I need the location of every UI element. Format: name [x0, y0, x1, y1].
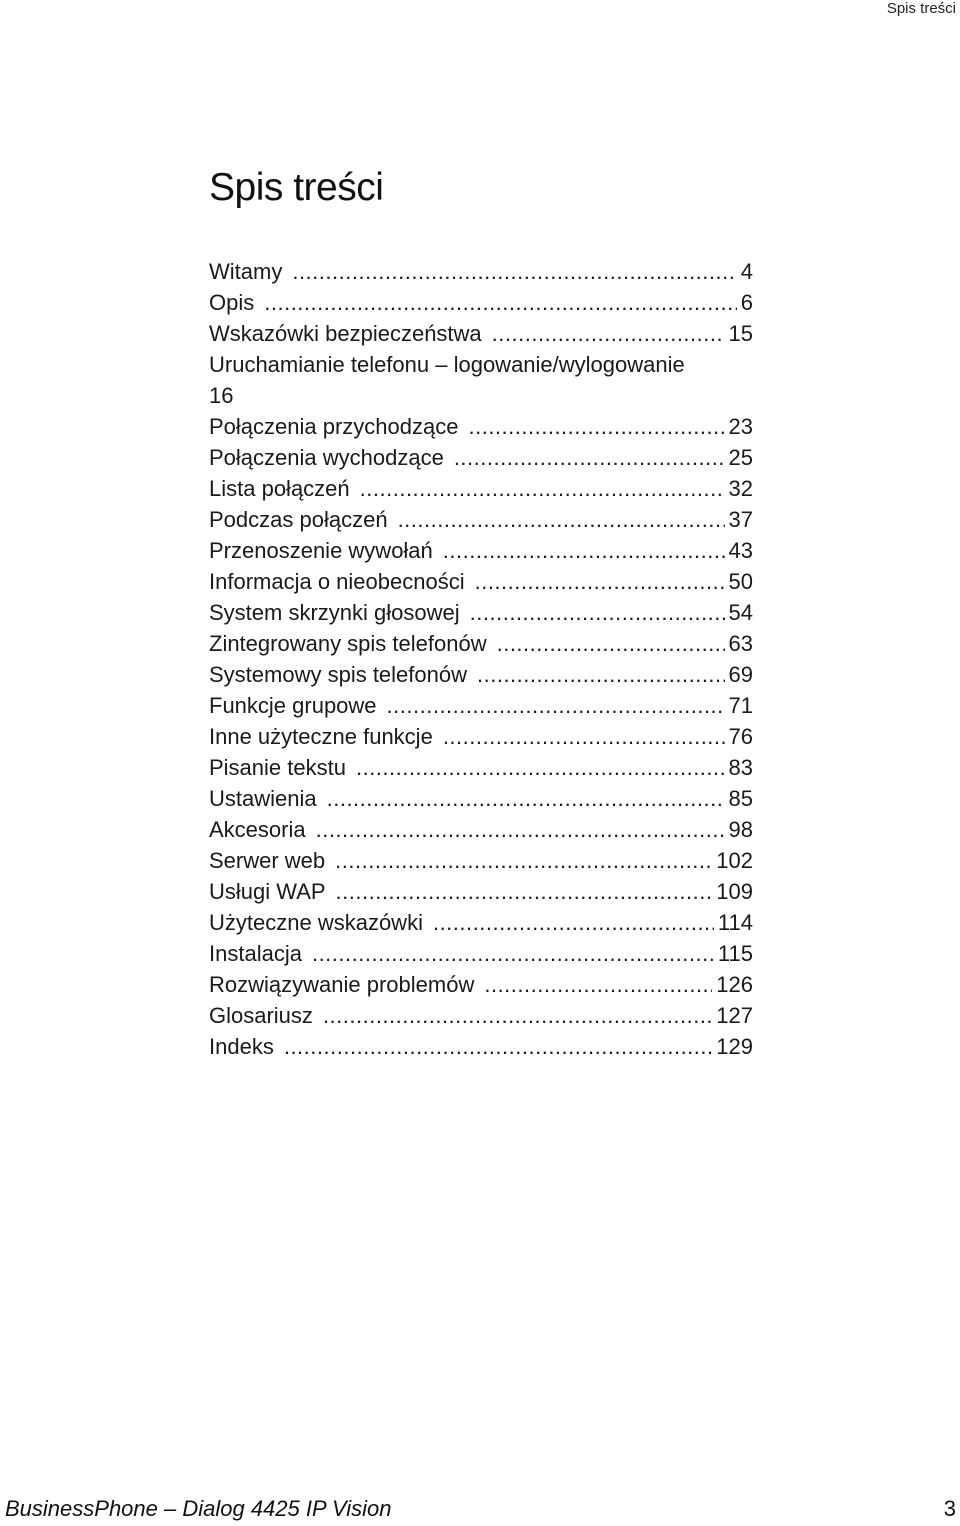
toc-entry[interactable]	[209, 566, 753, 597]
toc-entry-title: Indeks	[209, 1034, 274, 1059]
toc-entry-title: Glosariusz	[209, 1003, 313, 1028]
toc-dot-leader	[497, 628, 725, 659]
toc-entry-title: Użyteczne wskazówki	[209, 910, 423, 935]
toc-entry-page: 50	[728, 569, 753, 594]
toc-entry-page: 114	[717, 910, 753, 935]
footer-document-name: BusinessPhone – Dialog 4425 IP Vision	[5, 1496, 392, 1521]
toc-entry-title: Połączenia przychodzące	[209, 414, 459, 439]
toc-dot-leader	[316, 814, 725, 845]
toc-dot-leader	[398, 504, 725, 535]
toc-dot-leader	[336, 876, 713, 907]
toc-dot-leader	[264, 287, 737, 318]
toc-entry-title: Lista połączeń	[209, 476, 350, 501]
toc-entry-page: 85	[728, 786, 753, 811]
toc-entry-page: 32	[728, 476, 753, 501]
toc-entry-page: 71	[728, 693, 753, 718]
toc-entry-title: Opis	[209, 290, 255, 315]
toc-entry-page: 102	[716, 848, 753, 873]
toc-entry-page: 23	[728, 414, 753, 439]
toc-entry-page: 25	[728, 445, 753, 470]
toc-dot-leader	[360, 473, 725, 504]
toc-entry-title: Zintegrowany spis telefonów	[209, 631, 487, 656]
toc-entry-title: Usługi WAP	[209, 879, 326, 904]
toc-dot-leader	[484, 969, 712, 1000]
toc-entry[interactable]	[209, 287, 753, 318]
toc-dot-leader	[470, 597, 725, 628]
toc-entry-title: Pisanie tekstu	[209, 755, 346, 780]
toc-entry-title: Rozwiązywanie problemów	[209, 972, 475, 997]
toc-entry-title: Uruchamianie telefonu – logowanie/wylogowanie	[209, 352, 685, 377]
toc-entry[interactable]	[209, 1000, 753, 1031]
toc-entry-title: Ustawienia	[209, 786, 317, 811]
toc-entry-page: 127	[716, 1003, 753, 1028]
toc-entry-title: Wskazówki bezpieczeństwa	[209, 321, 482, 346]
toc-entry-page: 37	[728, 507, 753, 532]
toc-dot-leader	[327, 783, 725, 814]
toc-entry[interactable]	[209, 876, 753, 907]
running-header: Spis treści	[886, 0, 956, 17]
toc-entry-title: Serwer web	[209, 848, 326, 873]
toc-entry[interactable]	[209, 535, 753, 566]
toc-entry-title: Akcesoria	[209, 817, 306, 842]
toc-entry-title: Instalacja	[209, 941, 302, 966]
toc-entry[interactable]	[209, 597, 753, 628]
toc-entry-page: 16	[209, 383, 234, 408]
toc-entry-page: 43	[728, 538, 753, 563]
toc-entry[interactable]	[209, 411, 753, 442]
toc-entry[interactable]	[209, 442, 753, 473]
toc-entry-page: 54	[728, 600, 753, 625]
toc-entry[interactable]	[209, 1031, 753, 1062]
toc-entry[interactable]	[209, 659, 753, 690]
toc-entry-page: 83	[728, 755, 753, 780]
toc-entry-title: Połączenia wychodzące	[209, 445, 444, 470]
toc-entry[interactable]	[209, 628, 753, 659]
toc-dot-leader	[433, 907, 714, 938]
footer-page-number: 3	[943, 1496, 956, 1521]
toc-entry-title: Funkcje grupowe	[209, 693, 377, 718]
toc-entry-title: Przenoszenie wywołań	[209, 538, 433, 563]
toc-entry-title: System skrzynki głosowej	[209, 600, 460, 625]
toc-dot-leader	[323, 1000, 712, 1031]
toc-entry[interactable]	[209, 907, 753, 938]
toc-entry-page: 63	[728, 631, 753, 656]
toc-entry[interactable]	[209, 504, 753, 535]
toc-dot-leader	[454, 442, 725, 473]
toc-entry[interactable]	[209, 814, 753, 845]
toc-entry[interactable]	[209, 721, 753, 752]
toc-entry[interactable]	[209, 473, 753, 504]
toc-dot-leader	[312, 938, 714, 969]
toc-dot-leader	[443, 721, 725, 752]
table-of-contents	[209, 256, 753, 1062]
toc-entry[interactable]	[209, 256, 753, 287]
toc-entry-page: 15	[728, 321, 753, 346]
toc-dot-leader	[477, 659, 725, 690]
toc-entry[interactable]	[209, 318, 753, 349]
toc-entry-title: Witamy	[209, 259, 283, 284]
toc-entry-title: Inne użyteczne funkcje	[209, 724, 433, 749]
toc-entry[interactable]	[209, 783, 753, 814]
toc-dot-leader	[335, 845, 712, 876]
toc-entry-page: 6	[740, 290, 753, 315]
toc-entry-page: 115	[717, 941, 753, 966]
toc-dot-leader	[443, 535, 725, 566]
page-title: Spis treści	[209, 166, 384, 209]
toc-entry[interactable]	[209, 690, 753, 721]
toc-dot-leader	[475, 566, 725, 597]
toc-dot-leader	[292, 256, 736, 287]
toc-entry-page: 4	[740, 259, 753, 284]
toc-entry-page: 129	[716, 1034, 753, 1059]
toc-entry-title: Informacja o nieobecności	[209, 569, 465, 594]
toc-entry[interactable]	[209, 349, 753, 411]
toc-dot-leader	[356, 752, 725, 783]
toc-dot-leader	[387, 690, 725, 721]
toc-entry-page: 109	[716, 879, 753, 904]
toc-entry[interactable]	[209, 969, 753, 1000]
toc-dot-leader	[284, 1031, 712, 1062]
toc-dot-leader	[492, 318, 725, 349]
toc-entry-title: Podczas połączeń	[209, 507, 388, 532]
toc-entry-title: Systemowy spis telefonów	[209, 662, 467, 687]
toc-entry-page: 98	[728, 817, 753, 842]
toc-entry-page: 69	[728, 662, 753, 687]
toc-entry-page: 76	[728, 724, 753, 749]
toc-entry[interactable]	[209, 845, 753, 876]
toc-entry[interactable]	[209, 938, 753, 969]
toc-dot-leader	[468, 411, 724, 442]
toc-entry-page: 126	[716, 972, 753, 997]
toc-entry[interactable]	[209, 752, 753, 783]
